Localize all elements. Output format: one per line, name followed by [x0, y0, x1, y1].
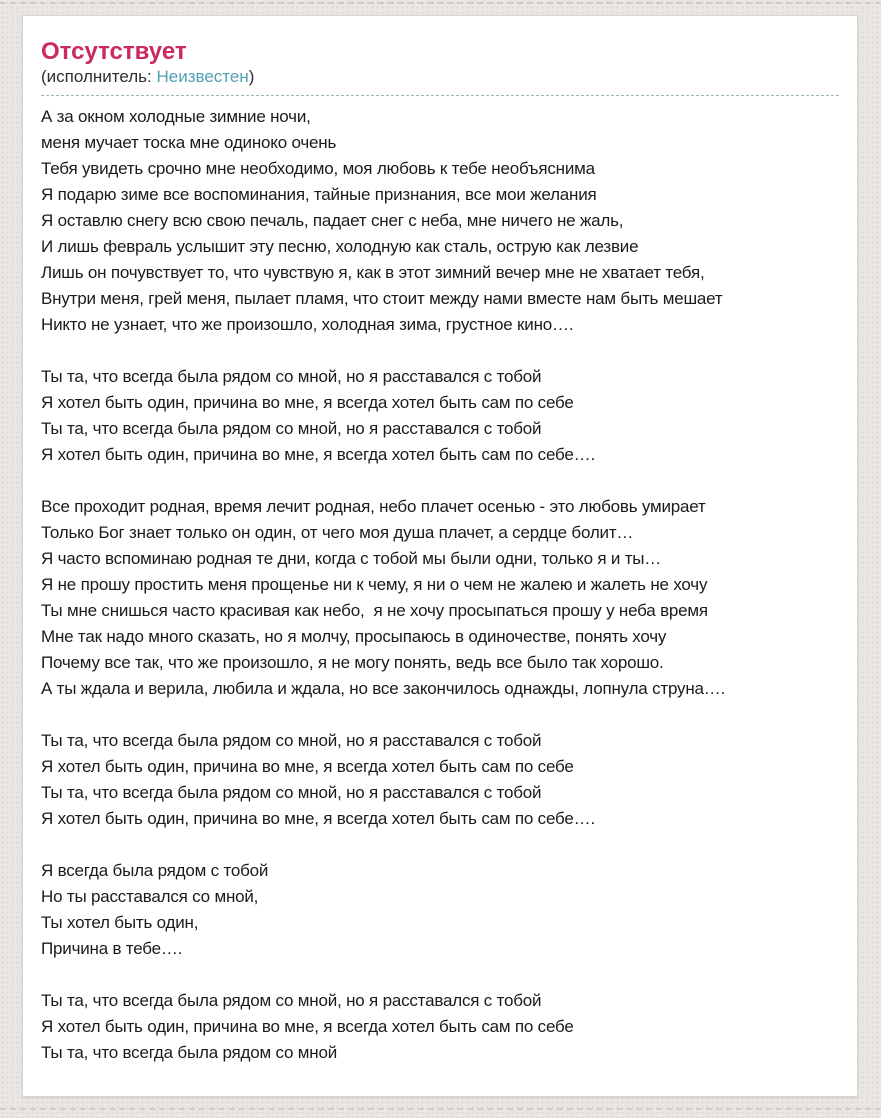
artist-link[interactable]: Неизвестен	[156, 67, 249, 86]
stanza	[41, 494, 839, 702]
lyrics-card	[22, 15, 858, 1097]
background-dashed-line-bottom	[0, 1108, 881, 1110]
lyric-line: Ты мне снишься часто красивая как небо, я не хочу просыпаться прошу у неба время	[41, 601, 708, 620]
lyric-line: Причина в тебе….	[41, 939, 183, 958]
lyric-line: Я оставлю снегу всю свою печаль, падает снег с неба, мне ничего не жаль,	[41, 211, 624, 230]
lyric-line: И лишь февраль услышит эту песню, холодную как сталь, острую как лезвие	[41, 237, 639, 256]
lyric-line: Никто не узнает, что же произошло, холодная зима, грустное кино….	[41, 315, 574, 334]
lyric-line: Ты та, что всегда была рядом со мной, но я расставался с тобой	[41, 731, 542, 750]
lyric-line: Я хотел быть один, причина во мне, я всегда хотел быть сам по себе….	[41, 809, 595, 828]
background-dashed-line-top	[0, 2, 881, 4]
song-title: Отсутствует	[41, 38, 187, 65]
lyric-line: Я хотел быть один, причина во мне, я всегда хотел быть сам по себе	[41, 1017, 574, 1036]
lyric-line: Я не прошу простить меня прощенье ни к чему, я ни о чем не жалею и жалеть не хочу	[41, 575, 708, 594]
lyric-line: Ты та, что всегда была рядом со мной	[41, 1043, 338, 1062]
lyric-line: Только Бог знает только он один, от чего моя душа плачет, а сердце болит…	[41, 523, 634, 542]
lyric-line: Ты та, что всегда была рядом со мной, но я расставался с тобой	[41, 783, 542, 802]
lyric-line: А ты ждала и верила, любила и ждала, но все закончилось однажды, лопнула струна….	[41, 679, 726, 698]
artist-line	[41, 66, 839, 88]
lyric-line: Я хотел быть один, причина во мне, я всегда хотел быть сам по себе….	[41, 445, 595, 464]
stanza	[41, 104, 839, 338]
lyric-line: Я хотел быть один, причина во мне, я всегда хотел быть сам по себе	[41, 757, 574, 776]
lyric-line: Мне так надо много сказать, но я молчу, просыпаюсь в одиночестве, понять хочу	[41, 627, 667, 646]
lyric-line: Я всегда была рядом с тобой	[41, 861, 269, 880]
lyric-line: Внутри меня, грей меня, пылает пламя, что стоит между нами вместе нам быть мешает	[41, 289, 723, 308]
lyric-line: Ты хотел быть один,	[41, 913, 199, 932]
artist-suffix: )	[248, 67, 255, 86]
lyric-line: меня мучает тоска мне одиноко очень	[41, 133, 337, 152]
lyrics-text	[41, 104, 839, 1066]
song-header	[41, 16, 839, 96]
lyric-line: Все проходит родная, время лечит родная, небо плачет осенью - это любовь умирает	[41, 497, 706, 516]
lyric-line: Но ты расставался со мной,	[41, 887, 259, 906]
lyric-line: Ты та, что всегда была рядом со мной, но я расставался с тобой	[41, 419, 542, 438]
stanza	[41, 728, 839, 832]
stanza	[41, 364, 839, 468]
lyric-line: Ты та, что всегда была рядом со мной, но я расставался с тобой	[41, 367, 542, 386]
stanza	[41, 858, 839, 962]
lyric-line: А за окном холодные зимние ночи,	[41, 107, 311, 126]
lyric-line: Тебя увидеть срочно мне необходимо, моя любовь к тебе необъяснима	[41, 159, 595, 178]
lyric-line: Лишь он почувствует то, что чувствую я, как в этот зимний вечер мне не хватает тебя,	[41, 263, 705, 282]
lyric-line: Почему все так, что же произошло, я не могу понять, ведь все было так хорошо.	[41, 653, 664, 672]
lyric-line: Я часто вспоминаю родная те дни, когда с тобой мы были одни, только я и ты…	[41, 549, 662, 568]
lyric-line: Ты та, что всегда была рядом со мной, но я расставался с тобой	[41, 991, 542, 1010]
lyric-line: Я подарю зиме все воспоминания, тайные признания, все мои желания	[41, 185, 597, 204]
artist-prefix: (исполнитель:	[41, 67, 157, 86]
lyric-line: Я хотел быть один, причина во мне, я всегда хотел быть сам по себе	[41, 393, 574, 412]
stanza	[41, 988, 839, 1066]
